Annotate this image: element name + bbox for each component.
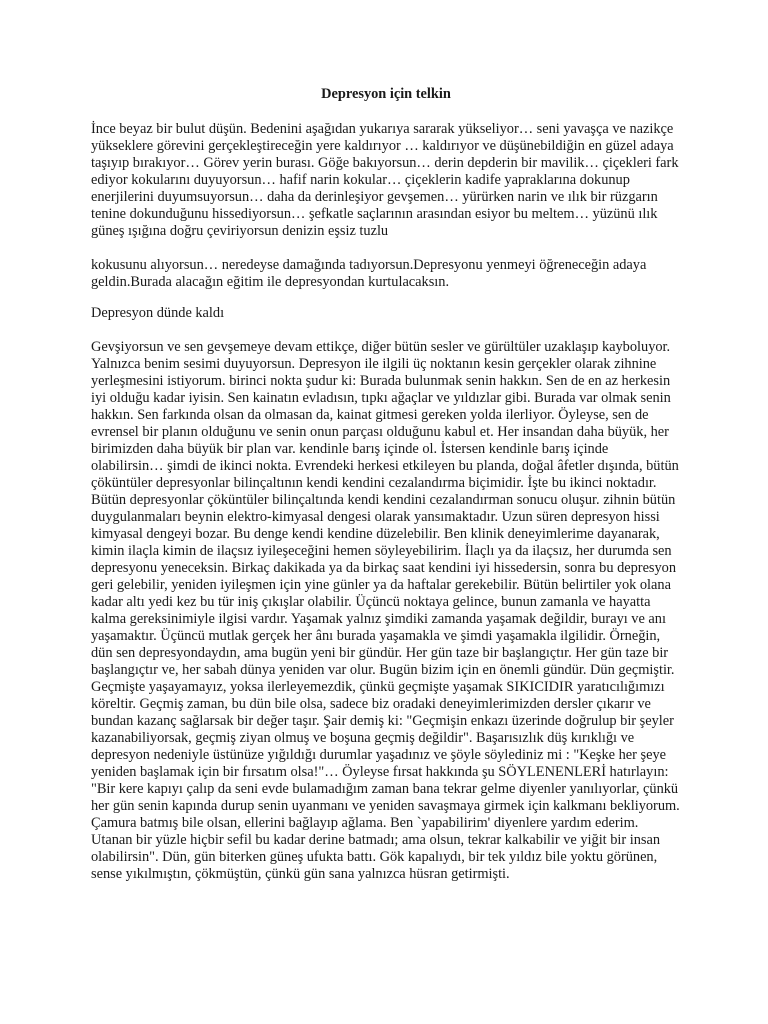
paragraph-island: kokusunu alıyorsun… neredeyse damağında tadıyorsun.Depresyonu yenmeyi öğreneceğin adaya geldin.Burada alacağın eğitim ile depresyondan kurtulacaksın. — [91, 257, 647, 290]
document-body — [91, 86, 681, 883]
document-title: Depresyon için telkin — [321, 86, 451, 102]
paragraph-intro: İnce beyaz bir bulut düşün. Bedenini aşağıdan yukarıya sararak yükseliyor… seni yavaşça ve nazikçe yükseklere görevini gerçekleştireceğin yere kaldırıyor … kaldırıyor ve düşünebildiğin en güzel adaya taşıyıp bırakıyor… Görev yerin burası. Göğe bakıyorsun… derin depderin bir mavilik… çiçekleri fark ediyor kokularını duyuyorsun… hafif narin kokular… çiçeklerin kadife yapraklarına dokunup enerjilerini duyumsuyorsun… daha da derinleşiyor gevşemen… yürürken narin ve ılık bir rüzgarın tenine dokunduğunu hissediyorsun… şefkatle saçlarının arasından esiyor bu meltem… yüzünü ılık güneş ışığına doğru çeviriyorsun denizin eşsiz tuzlu — [91, 121, 679, 239]
paragraph-heading: Depresyon dünde kaldı — [91, 305, 225, 321]
paragraph-main: Gevşiyorsun ve sen gevşemeye devam ettikçe, diğer bütün sesler ve gürültüler uzaklaşıp kayboluyor. Yalnızca benim sesimi duyuyorsun. Depresyon ile ilgili üç noktanın kesin gerçekler olarak zihnine yerleşmesini istiyorum. birinci nokta şudur ki: Burada bulunmak senin hakkın. Sen de en az herkesin iyi olduğu kadar iyisin. Sen kainatın evladısın, tıpkı ağaçlar ve yıldızlar gibi. Burada var olmak senin hakkın. Sen farkında olsan da olmasan da, kainat gitmesi gereken yolda ilerliyor. Öyleyse, sen de evrensel bir planın olduğunu ve senin onun parçası olduğunu kabul et. Her insandan daha büyük, her birimizden daha büyük bir plan var. kendinle barış içinde ol. İstersen kendinle barış içinde olabilirsin… şimdi de ikinci nokta. Evrendeki herkesi etkileyen bu planda, doğal âfetler dışında, bütün çöküntüler depresyonlar bilinçaltının kendi kendini cezalandırma biçimidir. İşte bu ikinci noktadır. Bütün depresyonlar çöküntüler bilinçaltında kendi kendini cezalandırman sonucu oluşur. zihnin bütün duygulanmaları beynin elektro-kimyasal dengesi olarak yansımaktadır. Uzun süren depresyon hissi kimyasal dengeyi bozar. Bu denge kendi kendine düzelebilir. Ben klinik deneyimlerime dayanarak, kimin ilaçla kimin de ilaçsız iyileşeceğini hemen söyleyebilirim. İlaçlı ya da ilaçsız, her durumda sen depresyonu yeneceksin. Birkaç dakikada ya da birkaç saat kendini iyi hissedersin, sonra bu depresyon geri gelebilir, yeniden iyileşmen için yine günler ya da haftalar gerekebilir. Bütün belirtiler yok olana kadar altı yedi kez bu tür iniş çıkışlar olabilir. Üçüncü noktaya gelince, bunun zamanla ve hayatta kalma gereksinimiyle ilgisi vardır. Yaşamak yalnız şimdiki zamanda yaşamak değildir, burayı ve anı yaşamaktır. Üçüncü mutlak gerçek her ânı burada yaşamakla ve şimdi yaşamakla ilgilidir. Örneğin, dün sen depresyondaydın, ama bugün yeni bir gündür. Her gün taze bir başlangıçtır. Her gün taze bir başlangıçtır ve, her sabah dünya yeniden var olur. Bugün bizim için en önemli gündür. Dün geçmiştir. Geçmişte yaşayamayız, yoksa ilerleyemezdik, çünkü geçmişte yaşamak SIKICIDIR yaratıcılığımızı köreltir. Geçmiş zaman, bu dün bile olsa, sadece biz oradaki deneyimlerimizden dersler çıkarır ve bundan kazanç sağlarsak bir değer taşır. Şair demiş ki: "Geçmişin enkazı üzerinde doğrulup bir şeyler kazanabiliyorsak, geçmiş ziyan olmuş ve boşuna geçmiş değildir". Başarısızlık düş kırıklığı ve depresyon nedeniyle üstünüze yığıldığı durumlar yaşadınız ve şöyle söylediniz mi : "Keşke her şeye yeniden başlamak için bir fırsatım olsa!"… Öyleyse fırsat hakkında şu SÖYLENENLERİ hatırlayın: "Bir kere kapıyı çalıp da seni evde bulamadığım zaman bana tekrar gelme diyenler yanılıyorlar, çünkü her gün senin kapında durup senin uyanmanı ve yeniden savaşmaya girmek için kalkmanı bekliyorum. Çamura batmış bile olsan, ellerini bağlayıp ağlama. Ben `yapabilirim' diyenlere yardım ederim. Utanan bir yüzle hiçbir sefil bu kadar derine batmadı; ama olsun, tekrar kalkabilir ve yiğit bir insan olabilirsin". Dün, gün biterken güneş ufukta battı. Gök kapalıydı, bir tek yıldız bile yoktu görünen, sense yıkılmıştın, çökmüştün, çünkü gün sana yalnızca hüsran getirmişti. — [91, 339, 680, 882]
